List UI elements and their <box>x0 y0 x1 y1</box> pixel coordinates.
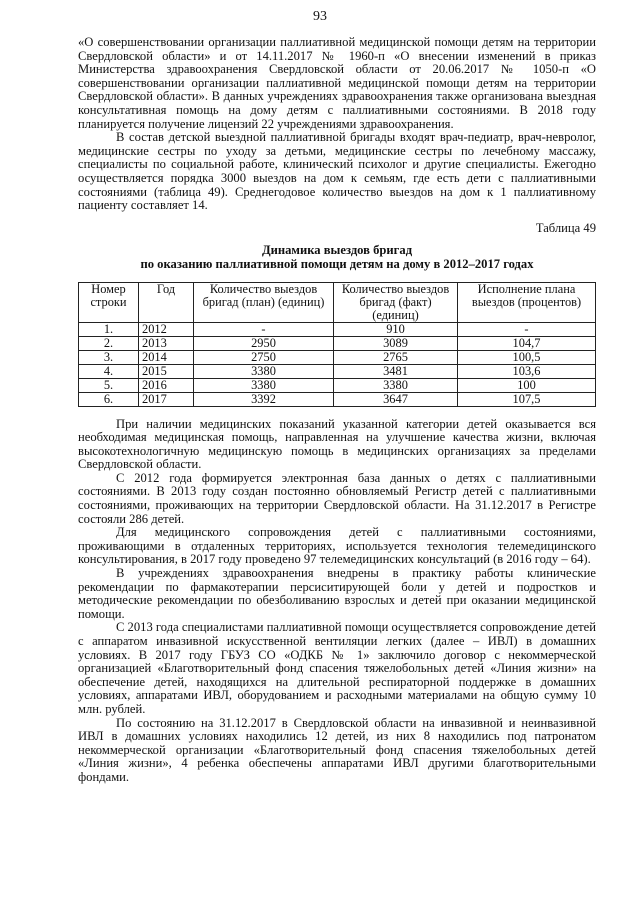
table-cell: 2017 <box>139 392 194 406</box>
table-cell: 2765 <box>334 350 458 364</box>
table-cell: 4. <box>79 364 139 378</box>
header-cell: Количество выездов бригад (факт) (единиц) <box>334 282 458 322</box>
table-cell: 2015 <box>139 364 194 378</box>
table-cell: 3. <box>79 350 139 364</box>
table-cell: 2750 <box>194 350 334 364</box>
paragraph: В учреждениях здравоохранения внедрены в практику работы клинические рекомендации по фармакотерапии персиситирующей боли у детей и подростков и методические рекомендации по обезболиванию взрослых и детей при оказании медицинской помощи. <box>78 566 596 621</box>
header-cell: Количество выездов бригад (план) (единиц) <box>194 282 334 322</box>
table-title-line: по оказанию паллиативной помощи детям на дому в 2012–2017 годах <box>140 256 534 271</box>
table-cell: - <box>194 322 334 336</box>
paragraph: При наличии медицинских показаний указанной категории детей оказывается вся необходимая медицинская помощь, направленная на улучшение качества жизни, включая высокотехнологичную медицинскую помощь в медицинских организациях за пределами Свердловской области. <box>78 416 596 472</box>
table-row <box>79 378 596 392</box>
table-cell: 100 <box>458 378 596 392</box>
table-row <box>79 364 596 378</box>
paragraph: С 2013 года специалистами паллиативной помощи осуществляется сопровождение детей с аппаратом инвазивной искусственной вентиляции легких (далее – ИВЛ) в домашних условиях. В 2017 году ГБУЗ СО «ОДКБ № 1» заключило договор с некоммерческой организацией «Благотворительный фонд спасения тяжелобольных детей «Линия жизни» на обеспечение детей, находящихся на длительной респираторной поддержке в домашних условиях, аппаратами ИВЛ, оборудованием и расходными материалами на общую сумму 10 млн. рублей. <box>78 620 596 716</box>
header-cell: Исполнение плана выездов (процентов) <box>458 282 596 322</box>
paragraph: В состав детской выездной паллиативной бригады входят врач-педиатр, врач-невролог, медицинские сестры по уходу за детьми, медицинские сестры по лечебному массажу, специалисты по социальной работе, клинический психолог и другие специалисты. Ежегодно осуществляется порядка 3000 выездов на дом к семьям, где есть дети с паллиативными состояниями (таблица 49). Среднегодовое количество выездов на дом к 1 паллиативному пациенту составляет 14. <box>78 130 596 213</box>
page-number: 93 <box>313 9 327 24</box>
table-cell: 3380 <box>194 364 334 378</box>
paragraph: С 2012 года формируется электронная база данных о детях с паллиативными состояниями. В 2013 году создан постоянно обновляемый Регистр детей с паллиативными состояниями, проживающих на территории Свердловской области. На 31.12.2017 в Регистре состояли 286 детей. <box>78 470 596 526</box>
table-cell: 2014 <box>139 350 194 364</box>
table-cell: 2013 <box>139 336 194 350</box>
header-cell: Год <box>139 282 194 322</box>
table-cell: 2016 <box>139 378 194 392</box>
table-cell: 2012 <box>139 322 194 336</box>
table-cell: 3089 <box>334 336 458 350</box>
table-cell: 6. <box>79 392 139 406</box>
table-cell: - <box>458 322 596 336</box>
table-row <box>79 350 596 364</box>
table-cell: 107,5 <box>458 392 596 406</box>
table-label: Таблица 49 <box>535 220 596 235</box>
paragraph: Для медицинского сопровождения детей с паллиативными состояниями, проживающими в отдаленных территориях, используется технология телемедицинского консультирования, в 2017 году проведено 97 телемедицинских консультаций (в 2016 году – 64). <box>78 525 596 567</box>
table-row <box>79 322 596 336</box>
table-cell: 104,7 <box>458 336 596 350</box>
table-cell: 103,6 <box>458 364 596 378</box>
paragraph: «О совершенствовании организации паллиативной медицинской помощи детям на территории Свердловской области» и от 14.11.2017 № 1960-п «О внесении изменений в приказ Министерства здравоохранения Свердловской области от 20.06.2017 № 1050-п «О совершенствовании организации паллиативной медицинской помощи детям на территории Свердловской области». В данных учреждениях здравоохранения также организована выездная консультативная помощь на дому детям с паллиативными состояниями. В 2018 году планируется получение лицензий 22 учреждениями здравоохранения. <box>78 35 596 131</box>
table-cell: 910 <box>334 322 458 336</box>
paragraph: По состоянию на 31.12.2017 в Свердловской области на инвазивной и неинвазивной ИВЛ в домашних условиях находились 12 детей, из них 8 находились под патронатом некоммерческой организации «Благотворительный фонд спасения тяжелобольных детей «Линия жизни», 4 ребенка обеспечены аппаратами ИВЛ другими благотворительными фондами. <box>78 715 596 784</box>
table-cell: 3380 <box>334 378 458 392</box>
table-title-line: Динамика выездов бригад <box>261 243 413 258</box>
page-content <box>78 36 596 785</box>
table-cell: 2950 <box>194 336 334 350</box>
table-cell: 3392 <box>194 392 334 406</box>
table-cell: 5. <box>79 378 139 392</box>
data-table <box>78 282 596 407</box>
table-cell: 3481 <box>334 364 458 378</box>
table-cell: 3647 <box>334 392 458 406</box>
table-row <box>79 392 596 406</box>
table-cell: 3380 <box>194 378 334 392</box>
table-cell: 1. <box>79 322 139 336</box>
table-header-row <box>79 282 596 322</box>
table-cell: 2. <box>79 336 139 350</box>
table-row <box>79 336 596 350</box>
table-title <box>78 244 596 271</box>
table-cell: 100,5 <box>458 350 596 364</box>
header-cell: Номер строки <box>79 282 139 322</box>
